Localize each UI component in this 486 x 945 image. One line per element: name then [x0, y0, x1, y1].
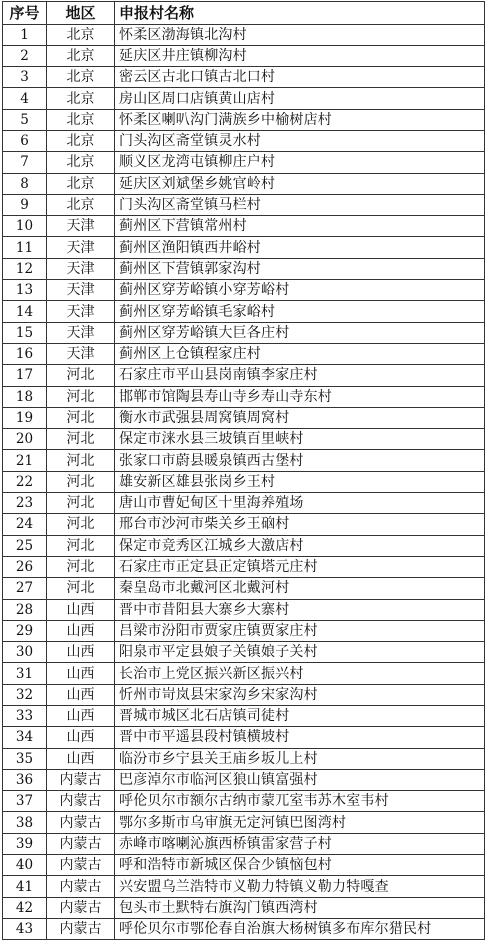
header-index: 序号	[3, 2, 47, 25]
row-region-cell: 内蒙古	[47, 833, 115, 854]
row-village-name-cell: 阳泉市平定县娘子关镇娘子关村	[115, 642, 485, 663]
row-village-name-cell: 呼和浩特市新城区保合少镇恼包村	[115, 855, 485, 876]
row-index-cell: 42	[3, 897, 47, 918]
row-region-cell: 天津	[47, 216, 115, 237]
row-village-name-cell: 唐山市曹妃甸区十里海养殖场	[115, 493, 485, 514]
table-row	[3, 727, 485, 748]
row-region-cell: 北京	[47, 88, 115, 109]
table-row	[3, 706, 485, 727]
row-village-name-cell: 蓟州区下营镇常州村	[115, 216, 485, 237]
table-row	[3, 24, 485, 45]
row-region-cell: 北京	[47, 173, 115, 194]
row-region-cell: 北京	[47, 67, 115, 88]
row-index-cell: 21	[3, 450, 47, 471]
table-row	[3, 237, 485, 258]
row-village-name-cell: 巴彦淖尔市临河区狼山镇富强村	[115, 769, 485, 790]
table-row	[3, 556, 485, 577]
row-index-cell: 40	[3, 855, 47, 876]
row-index-cell: 22	[3, 471, 47, 492]
village-table	[2, 1, 485, 940]
row-index-cell: 18	[3, 386, 47, 407]
table-row	[3, 918, 485, 939]
row-village-name-cell: 石家庄市平山县岗南镇李家庄村	[115, 365, 485, 386]
row-index-cell: 27	[3, 578, 47, 599]
row-village-name-cell: 晋中市昔阳县大寨乡大寨村	[115, 599, 485, 620]
row-region-cell: 北京	[47, 45, 115, 66]
table-row	[3, 280, 485, 301]
row-village-name-cell: 蓟州区上仓镇程家庄村	[115, 343, 485, 364]
row-village-name-cell: 蓟州区穿芳峪镇小穿芳峪村	[115, 280, 485, 301]
row-index-cell: 14	[3, 301, 47, 322]
row-region-cell: 天津	[47, 343, 115, 364]
row-index-cell: 28	[3, 599, 47, 620]
table-row	[3, 663, 485, 684]
table-row	[3, 493, 485, 514]
row-index-cell: 43	[3, 918, 47, 939]
table-row	[3, 67, 485, 88]
table-row	[3, 130, 485, 151]
row-index-cell: 4	[3, 88, 47, 109]
row-region-cell: 山西	[47, 748, 115, 769]
row-village-name-cell: 衡水市武强县周窝镇周窝村	[115, 407, 485, 428]
row-village-name-cell: 晋中市平遥县段村镇横坡村	[115, 727, 485, 748]
row-village-name-cell: 门头沟区斋堂镇灵水村	[115, 130, 485, 151]
row-region-cell: 河北	[47, 429, 115, 450]
row-village-name-cell: 忻州市岢岚县宋家沟乡宋家沟村	[115, 684, 485, 705]
row-index-cell: 35	[3, 748, 47, 769]
table-row	[3, 642, 485, 663]
row-index-cell: 33	[3, 706, 47, 727]
row-village-name-cell: 房山区周口店镇黄山店村	[115, 88, 485, 109]
row-index-cell: 8	[3, 173, 47, 194]
row-village-name-cell: 保定市竞秀区江城乡大激店村	[115, 535, 485, 556]
table-row	[3, 684, 485, 705]
row-index-cell: 19	[3, 407, 47, 428]
row-village-name-cell: 顺义区龙湾屯镇柳庄户村	[115, 152, 485, 173]
row-village-name-cell: 延庆区井庄镇柳沟村	[115, 45, 485, 66]
row-index-cell: 10	[3, 216, 47, 237]
row-index-cell: 36	[3, 769, 47, 790]
table-row	[3, 471, 485, 492]
row-index-cell: 31	[3, 663, 47, 684]
row-index-cell: 26	[3, 556, 47, 577]
row-village-name-cell: 赤峰市喀喇沁旗西桥镇雷家营子村	[115, 833, 485, 854]
row-index-cell: 20	[3, 429, 47, 450]
row-index-cell: 13	[3, 280, 47, 301]
table-row	[3, 365, 485, 386]
row-village-name-cell: 密云区古北口镇古北口村	[115, 67, 485, 88]
row-village-name-cell: 延庆区刘斌堡乡姚官岭村	[115, 173, 485, 194]
row-village-name-cell: 兴安盟乌兰浩特市义勒力特镇义勒力特嘎查	[115, 876, 485, 897]
table-row	[3, 386, 485, 407]
row-region-cell: 河北	[47, 365, 115, 386]
table-row	[3, 152, 485, 173]
row-village-name-cell: 鄂尔多斯市乌审旗无定河镇巴图湾村	[115, 812, 485, 833]
row-village-name-cell: 晋城市城区北石店镇司徒村	[115, 706, 485, 727]
table-row	[3, 194, 485, 215]
header-region: 地区	[47, 2, 115, 25]
row-index-cell: 9	[3, 194, 47, 215]
row-region-cell: 河北	[47, 556, 115, 577]
table-row	[3, 535, 485, 556]
row-index-cell: 39	[3, 833, 47, 854]
row-index-cell: 41	[3, 876, 47, 897]
row-index-cell: 1	[3, 24, 47, 45]
table-row	[3, 514, 485, 535]
row-village-name-cell: 邯郸市馆陶县寿山寺乡寿山寺东村	[115, 386, 485, 407]
table-body	[3, 24, 485, 940]
row-index-cell: 3	[3, 67, 47, 88]
row-village-name-cell: 秦皇岛市北戴河区北戴河村	[115, 578, 485, 599]
table-row	[3, 578, 485, 599]
table-row	[3, 855, 485, 876]
row-region-cell: 内蒙古	[47, 876, 115, 897]
row-index-cell: 7	[3, 152, 47, 173]
row-index-cell: 32	[3, 684, 47, 705]
table-row	[3, 791, 485, 812]
row-region-cell: 河北	[47, 535, 115, 556]
header-village-name: 申报村名称	[115, 2, 485, 25]
row-village-name-cell: 吕梁市汾阳市贾家庄镇贾家庄村	[115, 620, 485, 641]
row-village-name-cell: 呼伦贝尔市鄂伦春自治旗大杨树镇多布库尔猎民村	[115, 918, 485, 939]
row-region-cell: 河北	[47, 407, 115, 428]
row-index-cell: 25	[3, 535, 47, 556]
row-region-cell: 内蒙古	[47, 897, 115, 918]
table-row	[3, 876, 485, 897]
row-index-cell: 5	[3, 109, 47, 130]
row-region-cell: 河北	[47, 471, 115, 492]
row-index-cell: 15	[3, 322, 47, 343]
row-village-name-cell: 雄安新区雄县张岗乡王村	[115, 471, 485, 492]
row-index-cell: 24	[3, 514, 47, 535]
row-village-name-cell: 临汾市乡宁县关王庙乡坂儿上村	[115, 748, 485, 769]
row-region-cell: 北京	[47, 130, 115, 151]
row-region-cell: 山西	[47, 706, 115, 727]
row-region-cell: 内蒙古	[47, 855, 115, 876]
row-region-cell: 河北	[47, 578, 115, 599]
table-row	[3, 216, 485, 237]
row-village-name-cell: 怀柔区喇叭沟门满族乡中榆树店村	[115, 109, 485, 130]
row-village-name-cell: 蓟州区下营镇郭家沟村	[115, 258, 485, 279]
row-region-cell: 河北	[47, 450, 115, 471]
row-region-cell: 北京	[47, 194, 115, 215]
row-village-name-cell: 蓟州区穿芳峪镇大巨各庄村	[115, 322, 485, 343]
table-row	[3, 897, 485, 918]
table-row	[3, 173, 485, 194]
row-village-name-cell: 蓟州区渔阳镇西井峪村	[115, 237, 485, 258]
row-index-cell: 2	[3, 45, 47, 66]
row-village-name-cell: 怀柔区渤海镇北沟村	[115, 24, 485, 45]
row-index-cell: 12	[3, 258, 47, 279]
row-village-name-cell: 石家庄市正定县正定镇塔元庄村	[115, 556, 485, 577]
row-index-cell: 23	[3, 493, 47, 514]
row-index-cell: 17	[3, 365, 47, 386]
row-index-cell: 29	[3, 620, 47, 641]
row-region-cell: 山西	[47, 684, 115, 705]
table-row	[3, 812, 485, 833]
table-row	[3, 833, 485, 854]
table-row	[3, 748, 485, 769]
village-list-sheet	[2, 1, 484, 940]
row-village-name-cell: 邢台市沙河市柴关乡王硇村	[115, 514, 485, 535]
row-village-name-cell: 呼伦贝尔市额尔古纳市蒙兀室韦苏木室韦村	[115, 791, 485, 812]
row-village-name-cell: 张家口市蔚县暖泉镇西古堡村	[115, 450, 485, 471]
row-index-cell: 6	[3, 130, 47, 151]
row-index-cell: 34	[3, 727, 47, 748]
row-region-cell: 河北	[47, 514, 115, 535]
row-village-name-cell: 保定市涞水县三坡镇百里峡村	[115, 429, 485, 450]
row-region-cell: 天津	[47, 258, 115, 279]
row-region-cell: 河北	[47, 386, 115, 407]
row-region-cell: 内蒙古	[47, 918, 115, 939]
row-region-cell: 内蒙古	[47, 791, 115, 812]
table-row	[3, 88, 485, 109]
row-village-name-cell: 门头沟区斋堂镇马栏村	[115, 194, 485, 215]
row-region-cell: 河北	[47, 493, 115, 514]
row-region-cell: 山西	[47, 727, 115, 748]
table-row	[3, 769, 485, 790]
table-row	[3, 599, 485, 620]
row-village-name-cell: 蓟州区穿芳峪镇毛家峪村	[115, 301, 485, 322]
row-index-cell: 30	[3, 642, 47, 663]
row-region-cell: 天津	[47, 322, 115, 343]
row-region-cell: 山西	[47, 599, 115, 620]
table-row	[3, 322, 485, 343]
row-region-cell: 天津	[47, 237, 115, 258]
row-index-cell: 37	[3, 791, 47, 812]
row-region-cell: 内蒙古	[47, 812, 115, 833]
row-index-cell: 11	[3, 237, 47, 258]
row-region-cell: 天津	[47, 301, 115, 322]
row-index-cell: 38	[3, 812, 47, 833]
table-row	[3, 450, 485, 471]
table-row	[3, 429, 485, 450]
table-row	[3, 45, 485, 66]
table-row	[3, 109, 485, 130]
row-region-cell: 北京	[47, 152, 115, 173]
row-village-name-cell: 长治市上党区振兴新区振兴村	[115, 663, 485, 684]
table-row	[3, 407, 485, 428]
row-region-cell: 天津	[47, 280, 115, 301]
row-region-cell: 内蒙古	[47, 769, 115, 790]
row-region-cell: 北京	[47, 24, 115, 45]
row-index-cell: 16	[3, 343, 47, 364]
table-row	[3, 258, 485, 279]
row-region-cell: 山西	[47, 642, 115, 663]
table-row	[3, 343, 485, 364]
row-region-cell: 山西	[47, 663, 115, 684]
table-row	[3, 301, 485, 322]
table-row	[3, 620, 485, 641]
header-row	[3, 2, 485, 25]
row-region-cell: 山西	[47, 620, 115, 641]
row-region-cell: 北京	[47, 109, 115, 130]
row-village-name-cell: 包头市土默特右旗沟门镇西湾村	[115, 897, 485, 918]
